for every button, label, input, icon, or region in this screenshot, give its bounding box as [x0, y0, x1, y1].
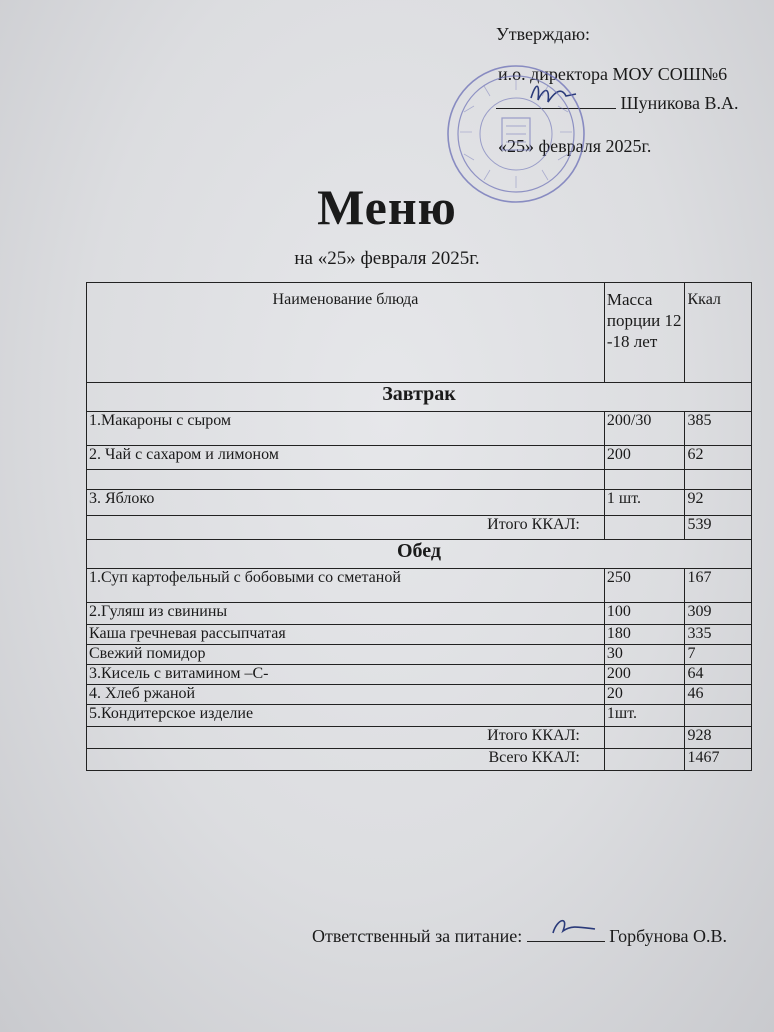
- dish-mass: 180: [604, 625, 685, 645]
- grand-total-row: [87, 749, 752, 771]
- dish-kcal: 309: [685, 603, 752, 625]
- section-breakfast: [87, 383, 752, 412]
- page-subtitle-date: на «25» февраля 2025г.: [294, 248, 480, 269]
- dish-name: [87, 470, 605, 490]
- dish-kcal: 64: [685, 665, 752, 685]
- responsible-footer: [312, 925, 727, 947]
- director-name: Шуникова В.А.: [620, 93, 739, 113]
- total-mass-empty: [604, 516, 685, 540]
- dish-kcal: [685, 470, 752, 490]
- dish-name: 5.Кондитерское изделие: [87, 705, 605, 727]
- dish-name: Свежий помидор: [87, 645, 605, 665]
- dish-mass: 200: [604, 446, 685, 470]
- table-row: [87, 645, 752, 665]
- section-heading: Обед: [87, 540, 752, 569]
- table-row: [87, 705, 752, 727]
- section-heading: Завтрак: [87, 383, 752, 412]
- total-mass-empty: [604, 727, 685, 749]
- table-header-row: [87, 283, 752, 383]
- dish-kcal: 7: [685, 645, 752, 665]
- dish-mass: 250: [604, 569, 685, 603]
- header-dish: Наименование блюда: [87, 283, 605, 383]
- header-mass: Масса порции 12 -18 лет: [604, 283, 685, 383]
- dish-kcal: 92: [685, 490, 752, 516]
- dish-mass: 100: [604, 603, 685, 625]
- dish-name: 2. Чай с сахаром и лимоном: [87, 446, 605, 470]
- table-row: [87, 412, 752, 446]
- dish-mass: [604, 470, 685, 490]
- dish-name: 3.Кисель с витамином –С-: [87, 665, 605, 685]
- dish-name: Каша гречневая рассыпчатая: [87, 625, 605, 645]
- menu-table: [86, 282, 752, 771]
- breakfast-total-row: [87, 516, 752, 540]
- grand-total-label: Всего ККАЛ:: [87, 749, 605, 771]
- table-row-empty: [87, 470, 752, 490]
- responsible-label: Ответственный за питание:: [312, 926, 523, 946]
- grand-total-mass-empty: [604, 749, 685, 771]
- handwritten-signature-icon: [535, 911, 615, 939]
- dish-kcal: 385: [685, 412, 752, 446]
- dish-kcal: 62: [685, 446, 752, 470]
- dish-mass: 1 шт.: [604, 490, 685, 516]
- header-kcal: Ккал: [685, 283, 752, 383]
- dish-name: 1.Макароны с сыром: [87, 412, 605, 446]
- table-row: [87, 665, 752, 685]
- page-title: Меню: [317, 179, 457, 235]
- dish-mass: 20: [604, 685, 685, 705]
- grand-total-value: 1467: [685, 749, 752, 771]
- approval-date: «25» февраля 2025г.: [498, 136, 652, 156]
- dish-kcal: 167: [685, 569, 752, 603]
- total-value: 539: [685, 516, 752, 540]
- director-position: и.о. директора МОУ СОШ№6: [498, 64, 728, 84]
- table-row: [87, 446, 752, 470]
- dish-mass: 200/30: [604, 412, 685, 446]
- table-row: [87, 569, 752, 603]
- lunch-total-row: [87, 727, 752, 749]
- dish-name: 2.Гуляш из свинины: [87, 603, 605, 625]
- dish-kcal: [685, 705, 752, 727]
- dish-name: 3. Яблоко: [87, 490, 605, 516]
- section-lunch: [87, 540, 752, 569]
- dish-mass: 200: [604, 665, 685, 685]
- dish-kcal: 46: [685, 685, 752, 705]
- table-row: [87, 490, 752, 516]
- responsible-name: Горбунова О.В.: [609, 926, 727, 946]
- table-row: [87, 685, 752, 705]
- dish-kcal: 335: [685, 625, 752, 645]
- dish-mass: 1шт.: [604, 705, 685, 727]
- table-row: [87, 625, 752, 645]
- responsible-signature: [527, 925, 605, 942]
- dish-name: 4. Хлеб ржаной: [87, 685, 605, 705]
- total-label: Итого ККАЛ:: [87, 516, 605, 540]
- dish-name: 1.Суп картофельный с бобовыми со сметаной: [87, 569, 605, 603]
- dish-mass: 30: [604, 645, 685, 665]
- total-label: Итого ККАЛ:: [87, 727, 605, 749]
- table-row: [87, 603, 752, 625]
- approve-label: Утверждаю:: [496, 24, 591, 44]
- total-value: 928: [685, 727, 752, 749]
